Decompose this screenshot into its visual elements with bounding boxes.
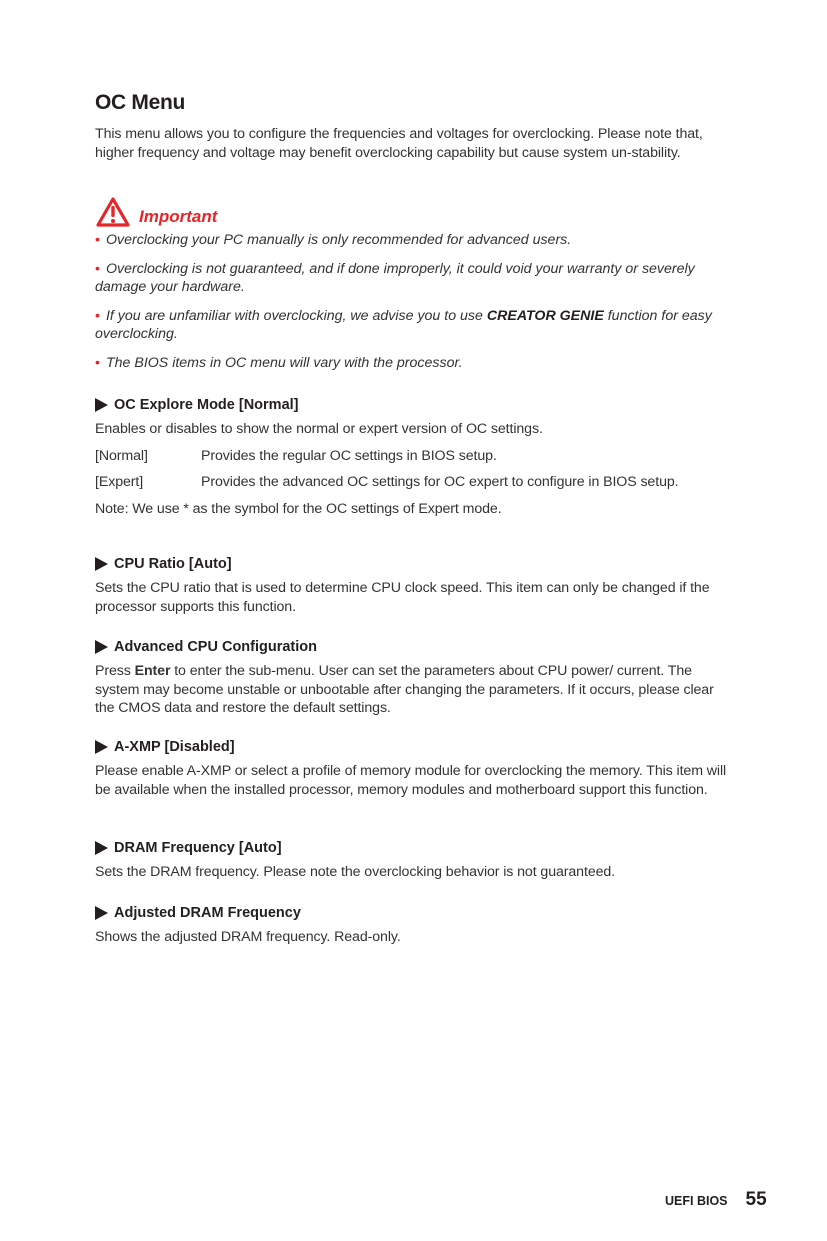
section-body: Press Enter to enter the sub-menu. User can set the parameters about CPU power/ current. The system may become unstable or unbootable after changing the parameters. If it occurs, please clear the CMOS data and restore the default settings. xyxy=(95,663,714,716)
section-heading: CPU Ratio [Auto] xyxy=(114,556,232,572)
triangle-bullet-icon xyxy=(95,557,108,571)
option-value: Provides the advanced OC settings for OC expert to configure in BIOS setup. xyxy=(201,474,679,490)
page-number: 55 xyxy=(745,1189,767,1210)
triangle-bullet-icon xyxy=(95,398,108,412)
enter-key-emphasis: Enter xyxy=(134,663,171,679)
page-footer xyxy=(665,1189,767,1211)
option-key: [Expert] xyxy=(95,474,144,490)
triangle-bullet-icon xyxy=(95,740,108,754)
section-advanced-cpu-configuration xyxy=(95,639,735,718)
section-adjusted-dram-frequency xyxy=(95,905,735,947)
section-heading: Advanced CPU Configuration xyxy=(114,639,318,655)
section-body: Shows the adjusted DRAM frequency. Read-only. xyxy=(95,929,401,945)
section-heading: DRAM Frequency [Auto] xyxy=(114,840,282,856)
creator-genie-emphasis: CREATOR GENIE xyxy=(486,307,604,324)
intro-paragraph: This menu allows you to configure the frequencies and voltages for overclocking. Please note that, higher frequency and voltage may benefit overclocking capability but cause system un-stability. xyxy=(95,126,703,161)
bullet-dot-icon: • xyxy=(95,354,100,371)
triangle-bullet-icon xyxy=(95,841,108,855)
bullet-item: • Overclocking is not guaranteed, and if done improperly, it could void your warranty or severely damage your hardware. xyxy=(95,260,695,295)
page-title: OC Menu xyxy=(95,91,186,114)
section-heading: Adjusted DRAM Frequency xyxy=(114,905,301,921)
section-body: Sets the DRAM frequency. Please note the overclocking behavior is not guaranteed. xyxy=(95,864,616,880)
section-a-xmp xyxy=(95,739,735,799)
bullet-item: • The BIOS items in OC menu will vary with the processor. xyxy=(95,354,463,371)
important-bullet-list xyxy=(95,231,735,382)
footer-label: UEFI BIOS xyxy=(665,1194,728,1208)
option-row xyxy=(95,447,735,466)
triangle-bullet-icon xyxy=(95,640,108,654)
triangle-bullet-icon xyxy=(95,906,108,920)
important-label: Important xyxy=(139,207,218,226)
option-key: [Normal] xyxy=(95,447,148,464)
bullet-dot-icon: • xyxy=(95,260,100,277)
warning-triangle-icon xyxy=(95,196,131,232)
section-body: Enables or disables to show the normal or expert version of OC settings. xyxy=(95,421,543,437)
section-dram-frequency xyxy=(95,840,735,882)
bullet-dot-icon: • xyxy=(95,232,100,248)
bullet-dot-icon: • xyxy=(95,307,100,324)
bullet-item: • If you are unfamiliar with overclocking, we advise you to use CREATOR GENIE function for easy overclocking. xyxy=(95,307,712,342)
section-note: Note: We use * as the symbol for the OC settings of Expert mode. xyxy=(95,500,502,517)
option-value: Provides the regular OC settings in BIOS setup. xyxy=(201,447,497,464)
important-header xyxy=(95,196,217,232)
section-heading: OC Explore Mode [Normal] xyxy=(114,397,299,413)
section-oc-explore-mode xyxy=(95,397,735,518)
section-body: Sets the CPU ratio that is used to determine CPU clock speed. This item can only be changed if the processor supports this function. xyxy=(95,580,710,615)
bullet-item: • Overclocking your PC manually is only recommended for advanced users. xyxy=(95,232,572,248)
section-body: Please enable A-XMP or select a profile of memory module for overclocking the memory. This item will be available when the installed processor, memory modules and motherboard support this function. xyxy=(95,763,727,798)
section-heading: A-XMP [Disabled] xyxy=(114,739,235,755)
section-cpu-ratio xyxy=(95,556,735,616)
option-row xyxy=(95,473,735,492)
